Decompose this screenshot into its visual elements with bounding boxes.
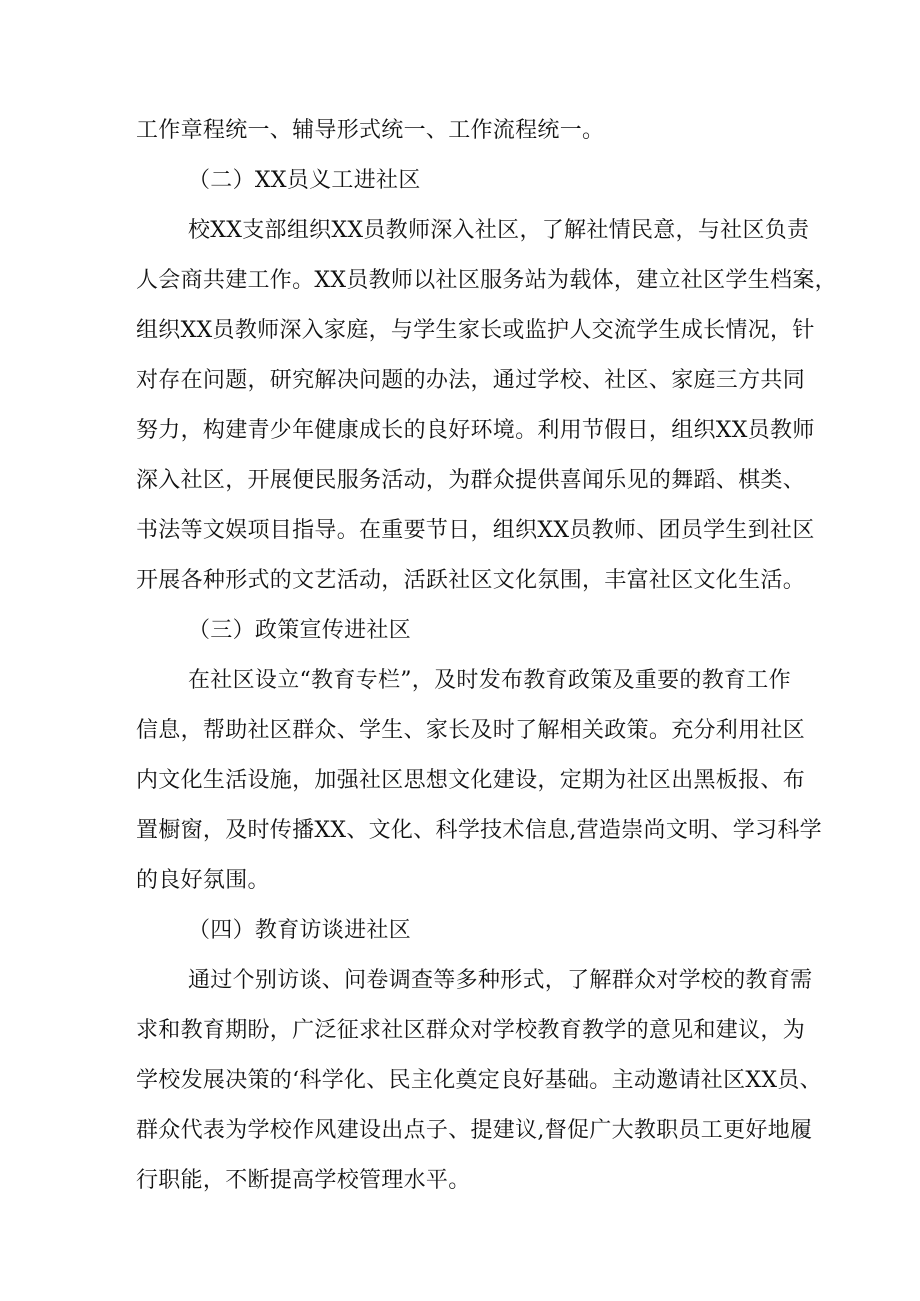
paragraph-line: 置橱窗，及时传播XX、文化、科学技术信息,营造崇尚文明、学习科学 (136, 818, 822, 843)
paragraph-line: 校XX支部组织XX员教师深入社区，了解社情民意，与社区负责 (188, 218, 810, 243)
paragraph-line: 人会商共建工作。XX员教师以社区服务站为载体，建立社区学生档案， (136, 268, 837, 293)
paragraph-line: 学校发展决策的‘科学化、民主化奠定良好基础。主动邀请社区XX员、 (136, 1068, 822, 1093)
paragraph-line: 工作章程统一、辅导形式统一、工作流程统一。 (136, 118, 605, 143)
paragraph-line: 深入社区，开展便民服务活动，为群众提供喜闻乐见的舞蹈、棋类、 (136, 468, 806, 493)
paragraph-line: 信息，帮助社区群众、学生、家长及时了解相关政策。充分利用社区 (136, 718, 806, 743)
paragraph-line: 的良好氛围。 (136, 868, 270, 893)
paragraph-line: 行职能，不断提高学校管理水平。 (136, 1168, 471, 1193)
paragraph-line: 内文化生活设施，加强社区思想文化建设，定期为社区出黑板报、布 (136, 768, 806, 793)
section-heading: （三）政策宣传进社区 (188, 618, 412, 643)
section-heading: （四）教育访谈进社区 (188, 918, 412, 943)
paragraph-line: 组织XX员教师深入家庭，与学生家长或监护人交流学生成长情况，针 (136, 318, 815, 343)
section-heading: （二）XX员义工进社区 (188, 168, 421, 193)
paragraph-line: 群众代表为学校作风建设出点子、提建议,督促广大教职员工更好地履 (136, 1118, 813, 1143)
paragraph-line: 书法等文娱项目指导。在重要节日，组织XX员教师、团员学生到社区 (136, 518, 815, 543)
paragraph-line: 通过个别访谈、问卷调查等多种形式，了解群众对学校的教育需 (188, 968, 813, 993)
paragraph-line: 努力，构建青少年健康成长的良好环境。利用节假日，组织XX员教师 (136, 418, 815, 443)
paragraph-line: 在社区设立“教育专栏”，及时发布教育政策及重要的教育工作 (188, 668, 791, 693)
paragraph-line: 对存在问题，研究解决问题的办法，通过学校、社区、家庭三方共同 (136, 368, 806, 393)
paragraph-line: 开展各种形式的文艺活动，活跃社区文化氛围，丰富社区文化生活。 (136, 568, 806, 593)
paragraph-line: 求和教育期盼，广泛征求社区群众对学校教育教学的意见和建议，为 (136, 1018, 806, 1043)
